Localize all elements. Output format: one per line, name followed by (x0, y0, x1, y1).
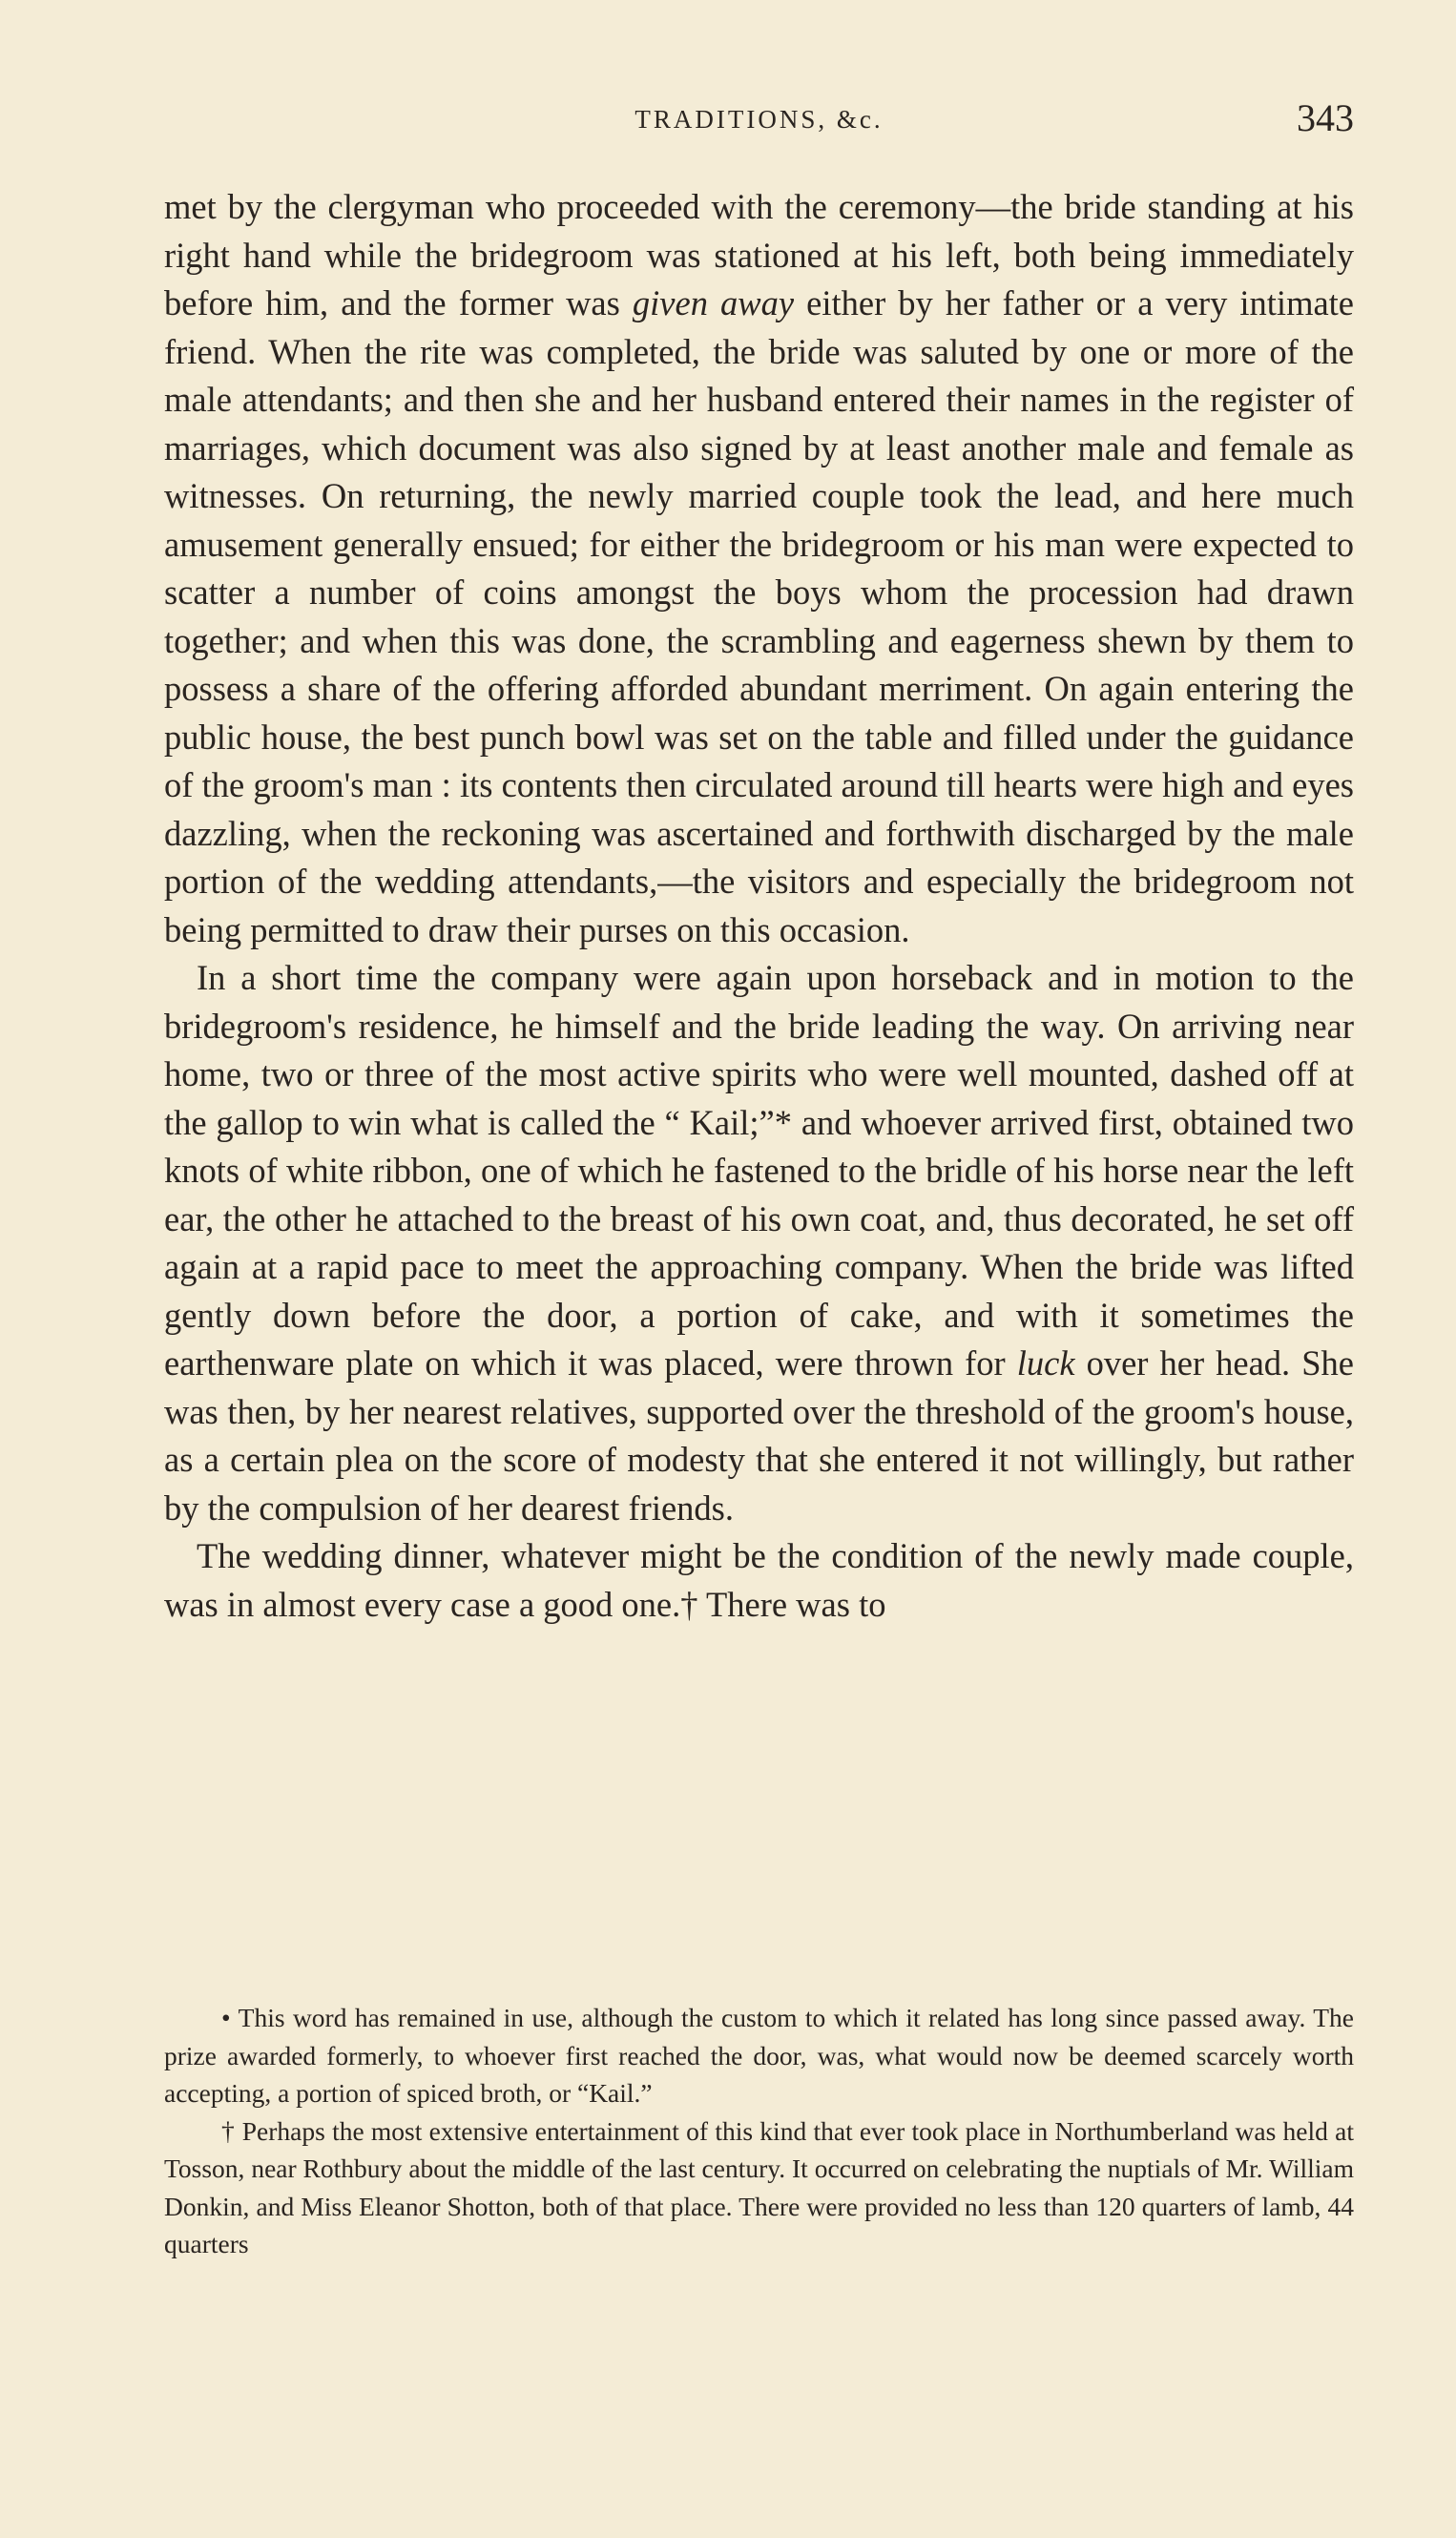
footnote-1-text: This word has remained in use, although the custom to which it related has long since passed away. The prize awarded formerly, to whoever first reached the door, was, what would now be deemed scarcely worth accepting, a portion of spiced broth, or “Kail.” (164, 2003, 1354, 2108)
footnote-1-mark: • (221, 2003, 231, 2032)
paragraph-1 (164, 183, 1354, 954)
paragraph-3: The wedding dinner, whatever might be the condition of the newly made couple, was in almost every case a good one.† There was to (164, 1536, 1354, 1624)
italic-luck: luck (1016, 1343, 1075, 1383)
footnote-2-mark: † (221, 2115, 235, 2146)
footnotes (164, 1999, 1354, 2263)
paragraph-2 (164, 954, 1354, 1532)
paragraph-2-part-b: over her head. She was then, by her nearest relatives, supported over the threshold of the groom's house, as a certain plea on the score of modesty that she entered it not willingly, but rather by the compulsion of her dearest friends. (164, 1343, 1354, 1528)
footnote-2 (164, 2112, 1354, 2263)
page-number: 343 (1297, 96, 1354, 139)
italic-given-away: given away (632, 283, 795, 322)
paragraph-1-part-a: met by the clergyman who proceeded with the ceremony—the bride standing at his right hand while the bridegroom was stationed at his left, both being immediately before him, and the former was (164, 187, 1354, 322)
footnote-1 (164, 1999, 1354, 2112)
paragraph-1-part-b: either by her father or a very intimate friend. When the rite was completed, the bride was saluted by one or more of the male attendants; and then she and her husband entered their names in the register of marriages, which document was also signed by at least another male and female as witnesses. On returning, the newly married couple took the lead, and here much amusement generally ensued; for either the bridegroom or his man were expected to scatter a number of coins amongst the boys whom the procession had drawn together; and when this was done, the scrambling and eagerness shewn by them to possess a share of the offering afforded abundant merriment. On again entering the public house, the best punch bowl was set on the table and filled under the guidance of the groom's man : its contents then circulated around till hearts were high and eyes dazzling, when the reckoning was ascertained and forthwith discharged by the male portion of the wedding attendants,—the visitors and especially the bridegroom not being permitted to draw their purses on this occasion. (164, 283, 1354, 949)
footnote-2-text: Perhaps the most extensive entertainment of this kind that ever took place in Northumberland was held at Tosson, near Rothbury about the middle of the last century. It occurred on celebrating the nuptials of Mr. William Donkin, and Miss Eleanor Shotton, both of that place. There were provided no less than 120 quarters of lamb, 44 quarters (164, 2115, 1354, 2258)
body-text (164, 183, 1354, 1629)
paragraph-2-part-a: In a short time the company were again upon horseback and in motion to the bridegroom's residence, he himself and the bride leading the way. On arriving near home, two or three of the most active spirits who were well mounted, dashed off at the gallop to win what is called the “ Kail;”* and whoever arrived first, obtained two knots of white ribbon, one of which he fastened to the bridle of his horse near the left ear, the other he attached to the breast of his own coat, and, thus decorated, he set off again at a rapid pace to meet the approaching company. When the bride was lifted gently down before the door, a portion of cake, and with it sometimes the earthenware plate on which it was placed, were thrown for (164, 958, 1354, 1383)
running-head (164, 95, 1354, 143)
running-title: TRADITIONS, &c. (634, 105, 884, 134)
